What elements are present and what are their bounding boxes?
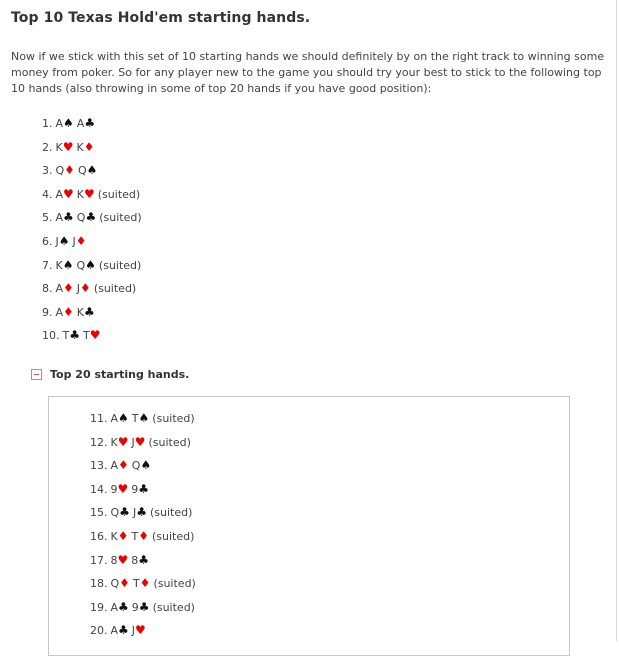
hand-list-item	[90, 481, 149, 497]
hand-number: 20.	[90, 624, 108, 638]
hand-number: 14.	[90, 482, 108, 496]
card-suit-icon: ♣	[138, 599, 150, 614]
playing-card	[77, 304, 95, 321]
hand-number: 3.	[42, 164, 53, 178]
top20-box	[48, 396, 570, 656]
card-rank: K	[76, 305, 85, 319]
collapse-minus-icon[interactable]	[31, 369, 42, 380]
hand-list-item	[90, 434, 191, 450]
card-rank: Q	[55, 164, 65, 178]
playing-card	[56, 257, 74, 274]
card-rank: Q	[76, 211, 86, 225]
card-rank: A	[110, 600, 119, 614]
card-rank: J	[55, 235, 59, 248]
playing-card	[132, 622, 146, 639]
card-rank: 8	[131, 553, 139, 567]
card-suit-icon: ♣	[118, 623, 129, 638]
card-rank: Q	[110, 506, 120, 520]
playing-card	[77, 209, 96, 226]
suited-note: (suited)	[149, 506, 193, 520]
hand-number: 6.	[42, 235, 53, 248]
card-rank: K	[110, 435, 118, 449]
card-suit-icon: ♣	[63, 210, 74, 225]
hand-list-item	[42, 280, 136, 296]
playing-card	[131, 552, 149, 569]
hand-list-item	[90, 599, 195, 615]
playing-card	[133, 504, 147, 521]
playing-card	[56, 280, 74, 297]
card-rank: A	[110, 624, 119, 638]
hand-list-item	[42, 327, 101, 343]
card-rank: A	[55, 187, 64, 201]
card-suit-icon: ♣	[85, 210, 97, 225]
hand-number: 18.	[90, 577, 108, 591]
card-suit-icon: ♦	[118, 458, 129, 473]
playing-card	[111, 599, 129, 616]
card-rank: K	[76, 140, 84, 154]
playing-card	[131, 481, 149, 498]
card-suit-icon: ♦	[138, 529, 149, 543]
playing-card	[111, 434, 129, 451]
card-rank: A	[55, 282, 64, 296]
card-suit-icon: ♦	[80, 281, 91, 296]
hand-list-item	[42, 139, 94, 155]
card-suit-icon: ♣	[84, 304, 95, 319]
card-suit-icon: ♠	[58, 234, 70, 248]
hand-number: 9.	[42, 305, 53, 319]
top20-section-title[interactable]: Top 20 starting hands.	[50, 368, 190, 381]
page-title: Top 10 Texas Hold'em starting hands.	[11, 10, 311, 26]
suited-note: (suited)	[93, 282, 137, 296]
card-rank: J	[132, 506, 137, 520]
card-suit-icon: ♦	[63, 281, 74, 296]
card-suit-icon: ♥	[89, 328, 101, 343]
card-rank: Q	[131, 459, 141, 473]
card-suit-icon: ♠	[86, 163, 98, 178]
card-rank: T	[62, 329, 70, 343]
hand-list-item	[42, 186, 140, 202]
hand-list-item	[42, 233, 87, 249]
card-rank: T	[131, 530, 139, 543]
hand-list-item	[90, 552, 149, 568]
card-suit-icon: ♥	[134, 434, 146, 449]
playing-card	[131, 528, 149, 545]
suited-note: (suited)	[148, 435, 191, 449]
card-rank: A	[110, 412, 119, 425]
playing-card	[111, 528, 129, 545]
suited-note: (suited)	[152, 412, 195, 425]
card-rank: J	[131, 435, 135, 449]
hand-list-item	[90, 528, 194, 544]
playing-card	[77, 115, 95, 132]
hand-number: 5.	[42, 211, 53, 225]
hand-number: 13.	[90, 459, 108, 473]
card-rank: 8	[110, 553, 118, 567]
playing-card	[78, 162, 97, 179]
hand-number: 8.	[42, 282, 53, 296]
card-suit-icon: ♣	[138, 552, 150, 567]
playing-card	[83, 327, 101, 344]
playing-card	[132, 410, 150, 427]
card-rank: J	[76, 282, 81, 296]
card-rank: Q	[76, 258, 86, 272]
card-rank: 9	[131, 482, 139, 496]
card-rank: 9	[110, 482, 118, 496]
hand-list-item	[42, 304, 95, 320]
card-suit-icon: ♦	[119, 576, 130, 591]
playing-card	[77, 280, 91, 297]
card-suit-icon: ♦	[75, 234, 87, 248]
hand-list-item	[90, 410, 195, 426]
card-suit-icon: ♣	[118, 599, 129, 614]
card-rank: K	[110, 530, 118, 543]
hand-number: 12.	[90, 435, 108, 449]
card-suit-icon: ♥	[135, 623, 146, 638]
playing-card	[56, 233, 70, 250]
playing-card	[56, 115, 74, 132]
card-suit-icon: ♠	[140, 458, 152, 473]
hand-list-item	[42, 209, 142, 225]
card-suit-icon: ♦	[83, 139, 95, 154]
hand-number: 16.	[90, 530, 108, 543]
hand-number: 2.	[42, 140, 53, 154]
card-rank: K	[55, 258, 63, 272]
card-suit-icon: ♥	[117, 481, 129, 496]
card-suit-icon: ♦	[64, 163, 75, 178]
playing-card	[56, 186, 74, 203]
playing-card	[133, 575, 151, 592]
playing-card	[111, 504, 130, 521]
card-suit-icon: ♦	[117, 529, 129, 543]
card-rank: J	[72, 235, 76, 248]
page-border	[616, 0, 617, 641]
playing-card	[76, 139, 94, 156]
card-suit-icon: ♠	[118, 411, 129, 425]
card-suit-icon: ♣	[69, 328, 80, 343]
playing-card	[111, 410, 129, 427]
hand-list-item	[42, 162, 97, 178]
card-rank: Q	[77, 164, 87, 178]
suited-note: (suited)	[151, 530, 195, 543]
suited-note: (suited)	[153, 577, 196, 591]
suited-note: (suited)	[97, 187, 141, 201]
playing-card	[132, 457, 151, 474]
hand-list-item	[90, 622, 146, 638]
card-rank: T	[83, 329, 90, 343]
hand-list-item	[90, 504, 192, 520]
suited-note: (suited)	[152, 600, 195, 614]
card-suit-icon: ♣	[138, 481, 150, 496]
card-suit-icon: ♦	[63, 304, 74, 319]
hand-list-item	[42, 257, 141, 273]
card-rank: A	[76, 117, 85, 130]
card-rank: A	[55, 117, 64, 130]
card-suit-icon: ♠	[138, 411, 150, 425]
card-rank: T	[132, 577, 140, 591]
card-suit-icon: ♦	[139, 576, 151, 591]
hand-list-item	[90, 575, 196, 591]
card-rank: K	[55, 140, 63, 154]
card-suit-icon: ♥	[84, 186, 95, 201]
hand-number: 4.	[42, 187, 53, 201]
card-rank: T	[131, 412, 139, 425]
playing-card	[56, 162, 75, 179]
playing-card	[111, 575, 130, 592]
card-suit-icon: ♠	[85, 257, 96, 272]
hand-number: 17.	[90, 553, 108, 567]
card-suit-icon: ♣	[84, 116, 96, 130]
playing-card	[111, 552, 129, 569]
suited-note: (suited)	[98, 258, 142, 272]
hand-number: 11.	[90, 412, 108, 425]
card-suit-icon: ♠	[63, 116, 74, 130]
card-rank: J	[131, 624, 136, 638]
suited-note: (suited)	[99, 211, 142, 225]
card-suit-icon: ♥	[62, 139, 74, 154]
card-suit-icon: ♣	[136, 505, 147, 520]
card-rank: K	[76, 187, 85, 201]
playing-card	[63, 327, 81, 344]
card-rank: A	[55, 305, 64, 319]
playing-card	[76, 257, 95, 274]
card-suit-icon: ♥	[63, 186, 74, 201]
hand-number: 7.	[42, 258, 53, 272]
playing-card	[111, 457, 129, 474]
playing-card	[132, 599, 150, 616]
card-suit-icon: ♠	[62, 257, 74, 272]
card-suit-icon: ♥	[117, 434, 129, 449]
playing-card	[56, 209, 74, 226]
playing-card	[77, 186, 95, 203]
hand-list-item	[42, 115, 95, 131]
hand-number: 15.	[90, 506, 108, 520]
hand-number: 19.	[90, 600, 108, 614]
card-rank: 9	[131, 600, 139, 614]
card-rank: A	[110, 459, 119, 473]
playing-card	[73, 233, 87, 250]
playing-card	[56, 304, 74, 321]
card-rank: Q	[110, 577, 120, 591]
playing-card	[56, 139, 74, 156]
card-rank: A	[55, 211, 64, 225]
card-suit-icon: ♥	[117, 552, 129, 567]
hand-number: 1.	[42, 117, 53, 130]
intro-paragraph: Now if we stick with this set of 10 starting hands we should definitely by on the right track to winning some money from poker. So for any player new to the game you should try your best to stick to the following top 10 hands (also throwing in some of top 20 hands if you have good position):	[11, 50, 605, 95]
playing-card	[111, 481, 129, 498]
playing-card	[131, 434, 145, 451]
hand-number: 10.	[42, 329, 60, 343]
playing-card	[111, 622, 129, 639]
hand-list-item	[90, 457, 151, 473]
card-suit-icon: ♣	[119, 505, 130, 520]
